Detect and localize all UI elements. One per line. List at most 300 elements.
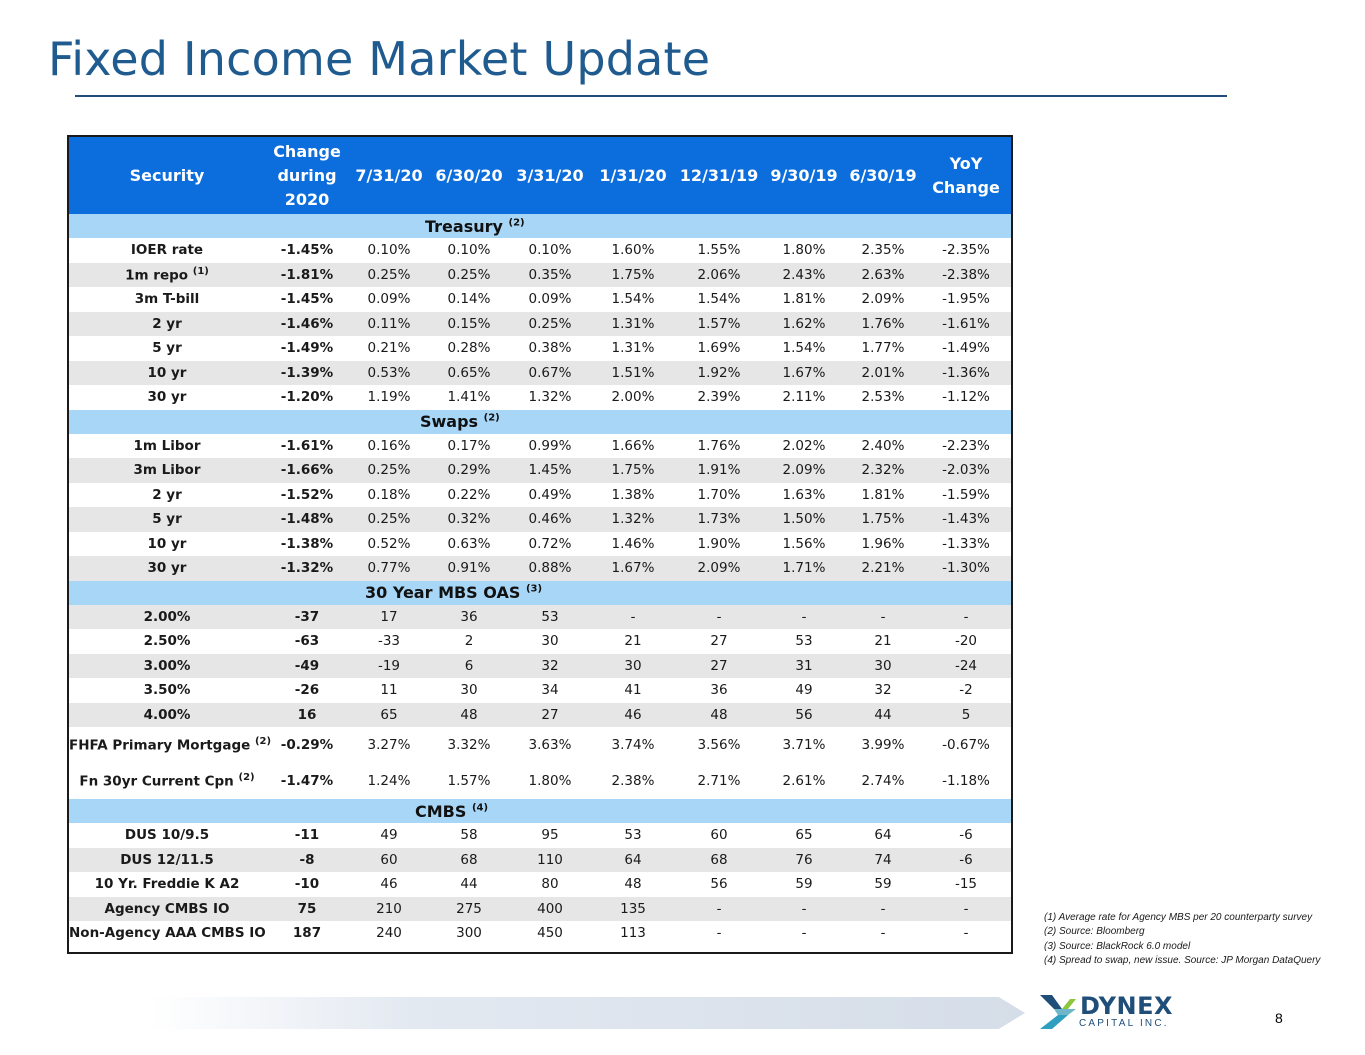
value-cell: 2.09% <box>675 556 763 581</box>
security-cell <box>69 361 265 386</box>
value-cell: 31 <box>763 654 845 679</box>
change-cell: -0.29% <box>265 727 349 763</box>
value-cell: 0.25% <box>349 458 429 483</box>
value-cell: 58 <box>429 823 509 848</box>
footnote-ref: (2) <box>254 736 272 748</box>
security-label: 2.50% <box>143 633 191 650</box>
table-row <box>69 872 1011 897</box>
security-label: 2 yr <box>152 315 182 332</box>
value-cell: 80 <box>509 872 591 897</box>
section-footnote-ref: (3) <box>525 583 543 595</box>
value-cell: 0.52% <box>349 532 429 557</box>
value-cell: -0.67% <box>921 727 1011 763</box>
security-label: IOER rate <box>130 242 204 259</box>
value-cell: 68 <box>429 848 509 873</box>
value-cell: 1.67% <box>591 556 675 581</box>
value-cell: 36 <box>675 678 763 703</box>
change-cell: -1.66% <box>265 458 349 483</box>
value-cell: -1.49% <box>921 336 1011 361</box>
value-cell: 0.10% <box>349 238 429 263</box>
column-header-line: 6/30/20 <box>435 165 503 185</box>
value-cell: 2.01% <box>845 361 921 386</box>
table-row <box>69 897 1011 922</box>
change-cell: -26 <box>265 678 349 703</box>
column-header <box>763 137 845 214</box>
section-spacer <box>69 410 265 434</box>
value-cell: 1.51% <box>591 361 675 386</box>
value-cell: 0.16% <box>349 434 429 459</box>
column-header <box>429 137 509 214</box>
value-cell: 0.38% <box>509 336 591 361</box>
value-cell: 1.69% <box>675 336 763 361</box>
value-cell: 0.11% <box>349 312 429 337</box>
value-cell: 0.25% <box>349 507 429 532</box>
footnote-3: (3) Source: BlackRock 6.0 model <box>1044 940 1191 952</box>
value-cell: 2.74% <box>845 763 921 799</box>
security-label: 3.50% <box>143 682 191 699</box>
security-cell <box>69 434 265 459</box>
logo-name: DYNEX <box>1080 992 1174 1020</box>
value-cell: 0.25% <box>429 263 509 288</box>
value-cell: 1.76% <box>845 312 921 337</box>
value-cell: 135 <box>591 897 675 922</box>
value-cell: 1.31% <box>591 312 675 337</box>
value-cell: 0.67% <box>509 361 591 386</box>
value-cell: 2.09% <box>763 458 845 483</box>
value-cell: -6 <box>921 823 1011 848</box>
value-cell: - <box>845 897 921 922</box>
value-cell: 2.39% <box>675 385 763 410</box>
value-cell: -20 <box>921 629 1011 654</box>
table-row <box>69 336 1011 361</box>
change-cell: -1.39% <box>265 361 349 386</box>
value-cell: 17 <box>349 605 429 630</box>
value-cell: 48 <box>591 872 675 897</box>
footnote-1: (1) Average rate for Agency MBS per 20 counterparty survey <box>1044 912 1313 923</box>
table-row <box>69 763 1011 799</box>
value-cell: - <box>921 921 1011 946</box>
market-table <box>69 137 1011 946</box>
value-cell: 1.75% <box>591 263 675 288</box>
value-cell: 0.99% <box>509 434 591 459</box>
value-cell: 1.45% <box>509 458 591 483</box>
table-row <box>69 361 1011 386</box>
value-cell: - <box>845 605 921 630</box>
value-cell: 95 <box>509 823 591 848</box>
change-cell: -63 <box>265 629 349 654</box>
value-cell: 53 <box>509 605 591 630</box>
value-cell: 1.62% <box>763 312 845 337</box>
value-cell: -19 <box>349 654 429 679</box>
security-label: 3m T-bill <box>134 291 200 308</box>
security-label: 10 yr <box>147 364 187 381</box>
table-row <box>69 629 1011 654</box>
security-label: 1m Libor <box>133 437 201 454</box>
value-cell: 1.32% <box>509 385 591 410</box>
security-label: DUS 10/9.5 <box>124 827 210 844</box>
value-cell: -1.61% <box>921 312 1011 337</box>
change-cell: -1.45% <box>265 287 349 312</box>
section-spacer <box>69 214 265 238</box>
value-cell: - <box>591 605 675 630</box>
value-cell: 0.53% <box>349 361 429 386</box>
value-cell: 1.67% <box>763 361 845 386</box>
value-cell: 1.56% <box>763 532 845 557</box>
change-cell: -1.49% <box>265 336 349 361</box>
value-cell: 30 <box>591 654 675 679</box>
logo-subtitle: CAPITAL INC. <box>1079 1018 1169 1029</box>
value-cell: 2.53% <box>845 385 921 410</box>
value-cell: 0.09% <box>349 287 429 312</box>
security-label: Agency CMBS IO <box>104 900 230 917</box>
column-header-line: YoY <box>949 153 983 173</box>
value-cell: 49 <box>763 678 845 703</box>
value-cell: -6 <box>921 848 1011 873</box>
security-cell <box>69 458 265 483</box>
value-cell: 0.49% <box>509 483 591 508</box>
change-cell: -1.46% <box>265 312 349 337</box>
section-header-row <box>69 581 1011 605</box>
value-cell: 2.32% <box>845 458 921 483</box>
value-cell: 34 <box>509 678 591 703</box>
section-footnote-ref: (2) <box>508 217 525 229</box>
value-cell: 0.10% <box>509 238 591 263</box>
value-cell: 2.40% <box>845 434 921 459</box>
security-cell <box>69 629 265 654</box>
value-cell: 44 <box>845 703 921 728</box>
value-cell: 1.41% <box>429 385 509 410</box>
value-cell: 53 <box>591 823 675 848</box>
value-cell: 41 <box>591 678 675 703</box>
change-cell: -1.20% <box>265 385 349 410</box>
change-cell: -1.52% <box>265 483 349 508</box>
column-header-line: 1/31/20 <box>599 165 667 185</box>
section-header-row <box>69 214 1011 238</box>
value-cell: 1.80% <box>763 238 845 263</box>
column-header-line: Security <box>129 165 205 185</box>
value-cell: 56 <box>675 872 763 897</box>
change-cell: -11 <box>265 823 349 848</box>
change-cell: -1.61% <box>265 434 349 459</box>
footnote-ref: (1) <box>192 266 209 277</box>
value-cell: 11 <box>349 678 429 703</box>
value-cell: 27 <box>675 654 763 679</box>
value-cell: 65 <box>349 703 429 728</box>
value-cell: 2.63% <box>845 263 921 288</box>
section-title-text: 30 Year MBS OAS <box>365 583 521 602</box>
value-cell: 2 <box>429 629 509 654</box>
value-cell: 2.38% <box>591 763 675 799</box>
change-cell: -1.81% <box>265 263 349 288</box>
value-cell: 0.22% <box>429 483 509 508</box>
value-cell: 68 <box>675 848 763 873</box>
change-cell: -1.32% <box>265 556 349 581</box>
value-cell: -1.30% <box>921 556 1011 581</box>
table-row <box>69 823 1011 848</box>
value-cell: 0.29% <box>429 458 509 483</box>
value-cell: 2.71% <box>675 763 763 799</box>
security-label: Fn 30yr Current Cpn <box>79 773 234 790</box>
value-cell: 2.02% <box>763 434 845 459</box>
value-cell: 1.73% <box>675 507 763 532</box>
value-cell: 1.80% <box>509 763 591 799</box>
change-cell: 187 <box>265 921 349 946</box>
value-cell: 3.32% <box>429 727 509 763</box>
value-cell: 74 <box>845 848 921 873</box>
footnote-2: (2) Source: Bloomberg <box>1044 926 1145 938</box>
value-cell: 2.35% <box>845 238 921 263</box>
column-header <box>69 137 265 214</box>
column-header <box>921 137 1011 214</box>
value-cell: -1.12% <box>921 385 1011 410</box>
value-cell: 1.19% <box>349 385 429 410</box>
value-cell: -24 <box>921 654 1011 679</box>
change-cell: -8 <box>265 848 349 873</box>
security-label: 3.00% <box>143 657 191 674</box>
security-label: 10 Yr. Freddie K A2 <box>94 876 240 893</box>
value-cell: 0.25% <box>509 312 591 337</box>
value-cell: -2 <box>921 678 1011 703</box>
value-cell: 3.74% <box>591 727 675 763</box>
value-cell: 210 <box>349 897 429 922</box>
value-cell: 2.06% <box>675 263 763 288</box>
security-cell <box>69 921 265 946</box>
value-cell: 1.81% <box>763 287 845 312</box>
security-label: Non-Agency AAA CMBS IO <box>69 925 266 942</box>
value-cell: 2.09% <box>845 287 921 312</box>
value-cell: - <box>763 897 845 922</box>
value-cell: 275 <box>429 897 509 922</box>
security-cell <box>69 727 272 763</box>
change-cell: -1.45% <box>265 238 349 263</box>
value-cell: 3.56% <box>675 727 763 763</box>
security-cell <box>69 823 265 848</box>
security-label: FHFA Primary Mortgage <box>69 737 251 754</box>
value-cell: 21 <box>845 629 921 654</box>
dynex-chevron-icon <box>1040 995 1076 1029</box>
value-cell: 1.57% <box>429 763 509 799</box>
value-cell: 3.99% <box>845 727 921 763</box>
value-cell: 0.09% <box>509 287 591 312</box>
column-header-line: 2020 <box>284 189 330 209</box>
value-cell: 0.88% <box>509 556 591 581</box>
value-cell: 400 <box>509 897 591 922</box>
value-cell: 1.75% <box>591 458 675 483</box>
value-cell: - <box>675 605 763 630</box>
column-header-line: 6/30/19 <box>849 165 917 185</box>
value-cell: 49 <box>349 823 429 848</box>
value-cell: - <box>921 605 1011 630</box>
table-row <box>69 654 1011 679</box>
value-cell: - <box>675 897 763 922</box>
value-cell: 0.15% <box>429 312 509 337</box>
value-cell: -1.33% <box>921 532 1011 557</box>
security-cell <box>69 897 265 922</box>
change-cell: 75 <box>265 897 349 922</box>
security-cell <box>69 312 265 337</box>
security-cell <box>69 703 265 728</box>
value-cell: 450 <box>509 921 591 946</box>
value-cell: 1.54% <box>591 287 675 312</box>
table-row <box>69 483 1011 508</box>
value-cell: 60 <box>675 823 763 848</box>
section-title-text: Treasury <box>425 216 503 236</box>
security-cell <box>69 678 265 703</box>
value-cell: 0.77% <box>349 556 429 581</box>
value-cell: 1.38% <box>591 483 675 508</box>
value-cell: 64 <box>591 848 675 873</box>
section-header-row <box>69 410 1011 434</box>
table-row <box>69 703 1011 728</box>
security-label: 30 yr <box>147 560 187 577</box>
footer-decorative-bar <box>150 997 1025 1029</box>
column-header <box>509 137 591 214</box>
table-header-row <box>69 137 1011 214</box>
value-cell: -33 <box>349 629 429 654</box>
value-cell: 0.63% <box>429 532 509 557</box>
column-header-line: Change <box>932 177 1000 197</box>
value-cell: 59 <box>845 872 921 897</box>
security-cell <box>69 507 265 532</box>
security-cell <box>69 605 265 630</box>
value-cell: 113 <box>591 921 675 946</box>
security-cell <box>69 532 265 557</box>
value-cell: 32 <box>509 654 591 679</box>
value-cell: 0.46% <box>509 507 591 532</box>
value-cell: 3.63% <box>509 727 591 763</box>
value-cell: 0.17% <box>429 434 509 459</box>
value-cell: 0.21% <box>349 336 429 361</box>
column-header <box>845 137 921 214</box>
value-cell: 2.21% <box>845 556 921 581</box>
footnote-ref: (2) <box>238 772 255 784</box>
value-cell: 1.63% <box>763 483 845 508</box>
value-cell: - <box>845 921 921 946</box>
section-title <box>265 799 1011 823</box>
security-cell <box>69 287 265 312</box>
value-cell: -1.36% <box>921 361 1011 386</box>
value-cell: 1.57% <box>675 312 763 337</box>
column-header <box>675 137 763 214</box>
value-cell: 65 <box>763 823 845 848</box>
value-cell: 36 <box>429 605 509 630</box>
market-table-frame <box>67 135 1013 954</box>
security-label: DUS 12/11.5 <box>120 851 214 868</box>
value-cell: 1.76% <box>675 434 763 459</box>
value-cell: - <box>763 605 845 630</box>
value-cell: 0.35% <box>509 263 591 288</box>
value-cell: 1.32% <box>591 507 675 532</box>
table-row <box>69 921 1011 946</box>
security-label: 5 yr <box>152 511 182 528</box>
section-spacer <box>69 581 265 605</box>
value-cell: 0.25% <box>349 263 429 288</box>
security-label: 2.00% <box>143 608 191 625</box>
section-title <box>265 214 1011 238</box>
value-cell: 0.32% <box>429 507 509 532</box>
value-cell: 1.90% <box>675 532 763 557</box>
value-cell: 5 <box>921 703 1011 728</box>
value-cell: 46 <box>349 872 429 897</box>
security-cell <box>69 483 265 508</box>
value-cell: 240 <box>349 921 429 946</box>
table-row <box>69 287 1011 312</box>
page-title: Fixed Income Market Update <box>48 32 711 86</box>
value-cell: -1.18% <box>921 763 1011 799</box>
security-cell <box>69 872 265 897</box>
column-header <box>591 137 675 214</box>
column-header-line: 12/31/19 <box>679 165 759 185</box>
value-cell: 76 <box>763 848 845 873</box>
table-row <box>69 848 1011 873</box>
value-cell: 3.27% <box>349 727 429 763</box>
value-cell: 30 <box>429 678 509 703</box>
security-cell <box>69 556 265 581</box>
section-header-row <box>69 799 1011 823</box>
table-body <box>69 214 1011 946</box>
section-title <box>265 410 1011 434</box>
value-cell: 300 <box>429 921 509 946</box>
table-row <box>69 556 1011 581</box>
value-cell: - <box>675 921 763 946</box>
value-cell: 21 <box>591 629 675 654</box>
value-cell: 27 <box>509 703 591 728</box>
value-cell: 1.54% <box>675 287 763 312</box>
section-footnote-ref: (2) <box>483 412 500 424</box>
value-cell: -2.03% <box>921 458 1011 483</box>
table-row <box>69 727 1011 763</box>
value-cell: 1.70% <box>675 483 763 508</box>
table-row <box>69 507 1011 532</box>
table-row <box>69 678 1011 703</box>
table-row <box>69 434 1011 459</box>
value-cell: 0.10% <box>429 238 509 263</box>
footnotes <box>1044 911 1320 969</box>
security-label: 10 yr <box>147 535 187 552</box>
value-cell: -15 <box>921 872 1011 897</box>
value-cell: 0.72% <box>509 532 591 557</box>
table-row <box>69 263 1011 288</box>
value-cell: 46 <box>591 703 675 728</box>
value-cell: 1.54% <box>763 336 845 361</box>
change-cell: -10 <box>265 872 349 897</box>
value-cell: 1.60% <box>591 238 675 263</box>
value-cell: 32 <box>845 678 921 703</box>
value-cell: 3.71% <box>763 727 845 763</box>
page-number: 8 <box>1275 1010 1283 1026</box>
table-row <box>69 238 1011 263</box>
value-cell: -2.35% <box>921 238 1011 263</box>
column-header <box>349 137 429 214</box>
value-cell: 0.28% <box>429 336 509 361</box>
section-spacer <box>69 799 265 823</box>
change-cell: 16 <box>265 703 349 728</box>
value-cell: 110 <box>509 848 591 873</box>
value-cell: 1.55% <box>675 238 763 263</box>
value-cell: 1.77% <box>845 336 921 361</box>
value-cell: - <box>921 897 1011 922</box>
table-row <box>69 385 1011 410</box>
security-label: 4.00% <box>143 706 191 723</box>
value-cell: 0.14% <box>429 287 509 312</box>
value-cell: -2.23% <box>921 434 1011 459</box>
value-cell: - <box>763 921 845 946</box>
security-cell <box>69 336 265 361</box>
section-footnote-ref: (4) <box>471 802 489 814</box>
value-cell: -1.95% <box>921 287 1011 312</box>
value-cell: 2.61% <box>763 763 845 799</box>
table-row <box>69 532 1011 557</box>
